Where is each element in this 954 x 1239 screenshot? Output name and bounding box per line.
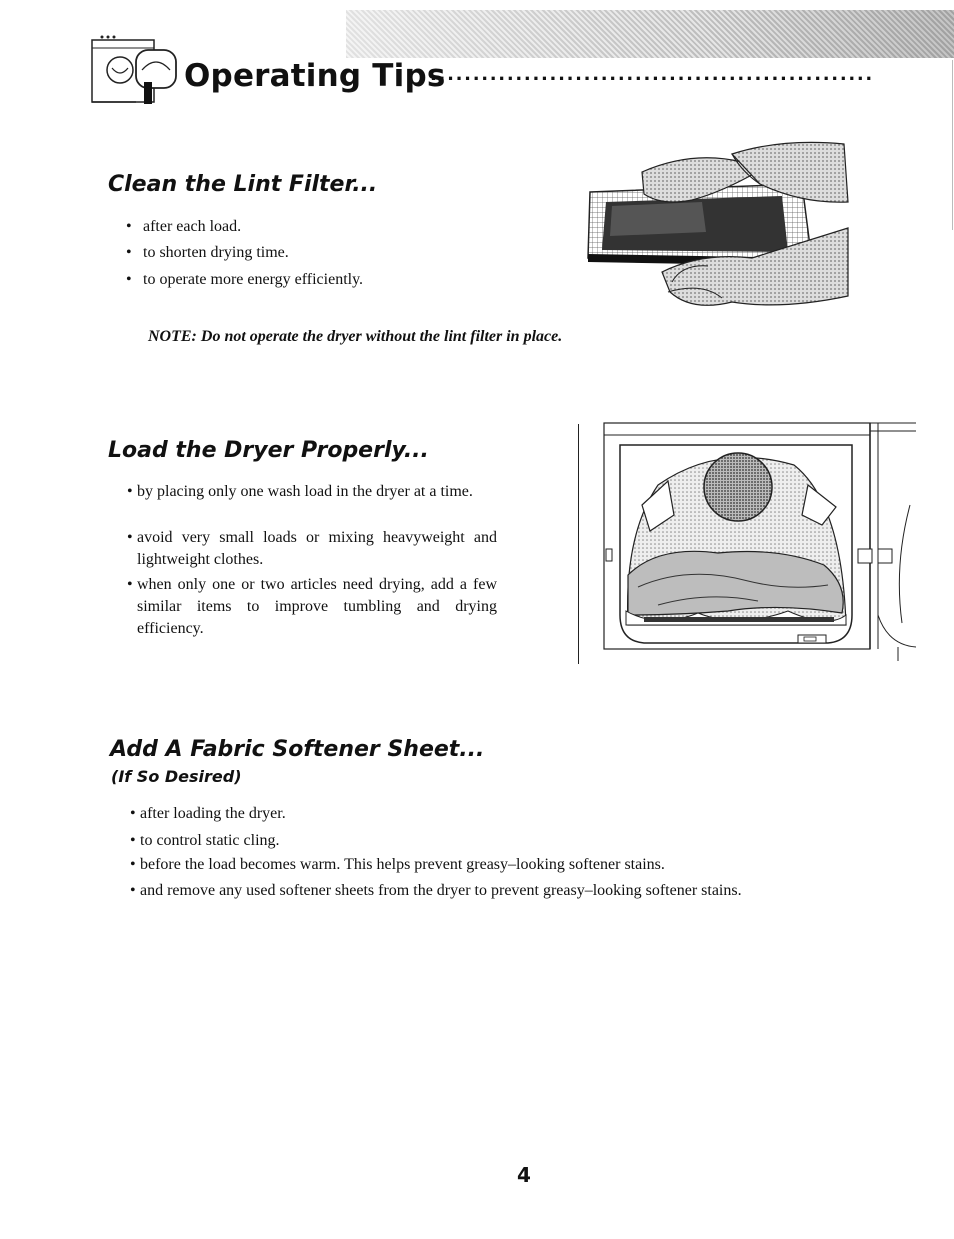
list-item-text: and remove any used softener sheets from the dryer to prevent greasy–looking softener stains. bbox=[140, 882, 742, 899]
list-item-text: after each load. bbox=[143, 218, 242, 235]
list-item bbox=[130, 880, 910, 902]
list-item bbox=[130, 830, 830, 852]
list-item-text: to control static cling. bbox=[140, 832, 280, 849]
bullet-dot: • bbox=[130, 856, 136, 873]
bullet-dot: • bbox=[126, 271, 132, 288]
list-item bbox=[130, 803, 830, 825]
list-item-text: after loading the dryer. bbox=[140, 805, 286, 822]
list-item-text: to operate more energy efficiently. bbox=[143, 271, 364, 288]
list-item-text: when only one or two articles need drying, add a few similar items to improve tumbling and drying efficiency. bbox=[137, 576, 497, 637]
lint-note: NOTE: Do not operate the dryer without the lint filter in place. bbox=[148, 328, 563, 345]
divider-line bbox=[578, 424, 579, 664]
list-item bbox=[126, 269, 526, 291]
list-item bbox=[126, 242, 526, 264]
list-item bbox=[127, 574, 497, 640]
dryer-drum-illustration bbox=[598, 415, 916, 665]
list-item bbox=[126, 216, 526, 238]
bullet-dot: • bbox=[126, 218, 132, 235]
bullet-dot: • bbox=[127, 483, 133, 500]
softener-subheading: (If So Desired) bbox=[111, 767, 242, 786]
load-heading: Load the Dryer Properly... bbox=[108, 438, 429, 463]
bullet-dot: • bbox=[130, 805, 136, 822]
dryer-icon bbox=[86, 30, 182, 106]
list-item-text: avoid very small loads or mixing heavyweight and lightweight clothes. bbox=[137, 529, 497, 568]
page-edge-line bbox=[952, 60, 953, 230]
bullet-dot: • bbox=[126, 244, 132, 261]
lint-heading: Clean the Lint Filter... bbox=[108, 172, 378, 197]
list-item-text: before the load becomes warm. This helps prevent greasy–looking softener stains. bbox=[140, 856, 665, 873]
list-item-text: by placing only one wash load in the dryer at a time. bbox=[137, 483, 473, 500]
bullet-dot: • bbox=[130, 882, 136, 899]
list-item bbox=[130, 854, 890, 876]
lint-filter-illustration bbox=[582, 132, 852, 314]
page-number: 4 bbox=[517, 1163, 531, 1187]
list-item bbox=[127, 527, 497, 571]
softener-heading: Add A Fabric Softener Sheet... bbox=[110, 737, 485, 762]
bullet-dot: • bbox=[127, 529, 133, 546]
bullet-dot: • bbox=[130, 832, 136, 849]
title-leader-dots: .................................................... bbox=[430, 64, 874, 85]
header-band-shade bbox=[346, 10, 954, 58]
bullet-dot: • bbox=[127, 576, 133, 593]
page-title: Operating Tips bbox=[184, 58, 446, 94]
list-item bbox=[127, 481, 497, 503]
list-item-text: to shorten drying time. bbox=[143, 244, 289, 261]
